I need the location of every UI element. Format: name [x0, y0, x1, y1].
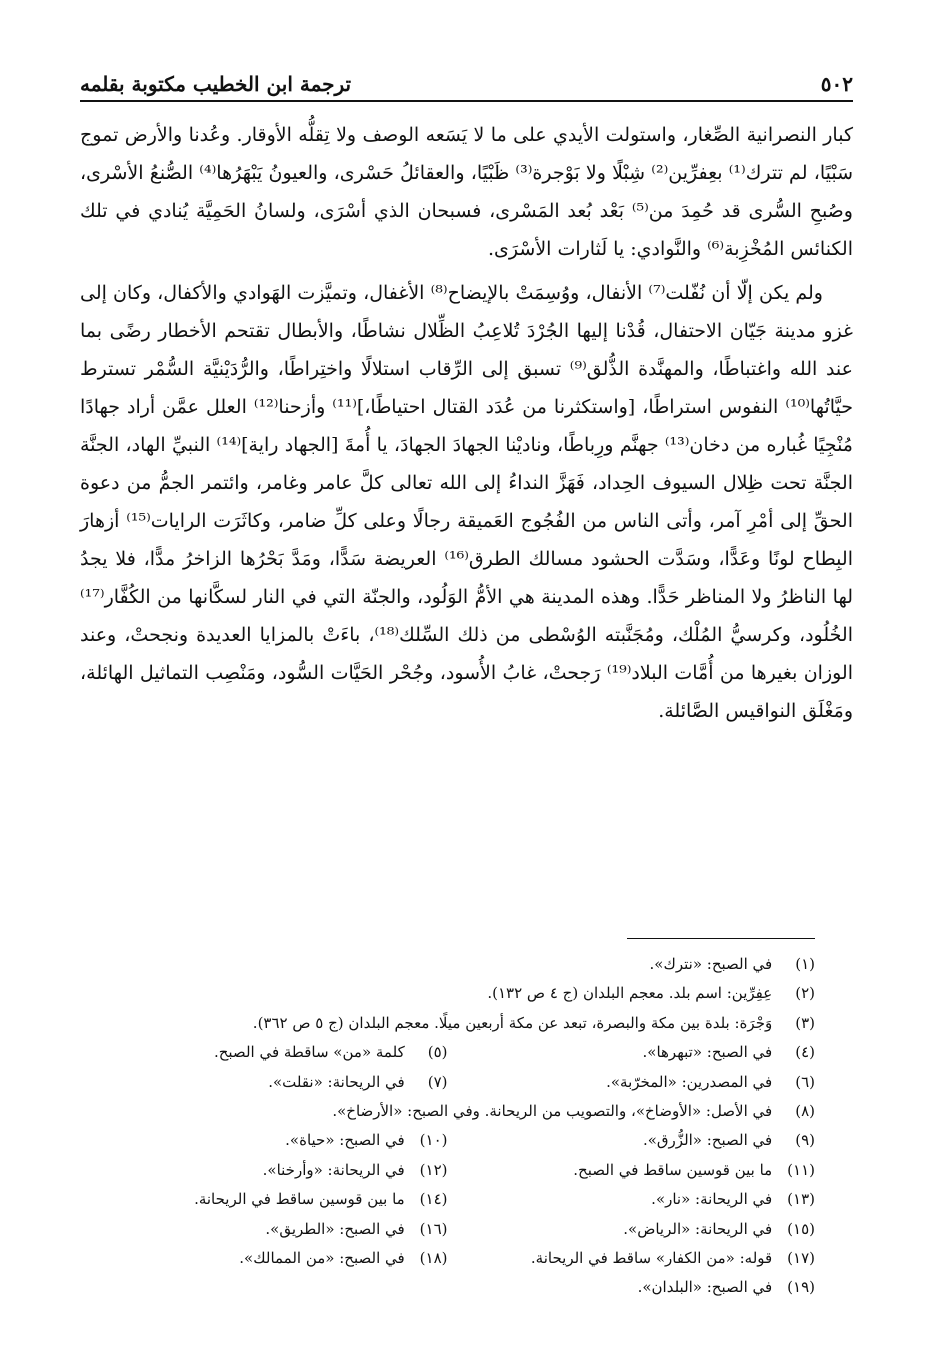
footnote-row [80, 1156, 815, 1185]
footnote-text: كلمة «من» ساقطة في الصبح. [213, 1043, 405, 1062]
page-number: ٥٠٢ [820, 72, 853, 96]
footnote-number: (٣) [795, 1013, 815, 1032]
footnote-2 [80, 979, 815, 1008]
footnote-number: (٥) [427, 1043, 448, 1062]
footnote-row [80, 1126, 815, 1155]
running-header [80, 62, 853, 96]
footnote-text: في الريحانة: «الرياض». [623, 1219, 773, 1238]
footnote-number: (٨) [795, 1101, 815, 1120]
footnote-text: في الصبح: «من الممالك». [239, 1248, 405, 1267]
footnote-number: (١٣) [787, 1190, 815, 1209]
footnote-text: في الريحانة: «نقلت». [268, 1072, 405, 1091]
footnote-text: ما بين قوسين ساقط في الصبح. [573, 1160, 773, 1179]
footnote-16 [80, 1215, 448, 1244]
footnotes [80, 950, 815, 1303]
footnote-text: في الصبح: «حياة». [285, 1131, 405, 1150]
footnote-4 [448, 1038, 816, 1067]
footnote-5 [80, 1038, 448, 1067]
footnote-text: في الصبح: «تبهرها». [642, 1043, 773, 1062]
footnote-18 [80, 1244, 448, 1273]
footnote-text: قوله: «من الكفار» ساقط في الريحانة. [530, 1248, 773, 1267]
footnote-text: ما بين قوسين ساقط في الريحانة. [194, 1190, 405, 1209]
paragraph-2: ولم يكن إلّا أن نُفّلت⁽⁷⁾ الأنفال، ووُسِمَتْ بالإيضاح⁽⁸⁾ الأغفال، وتميَّزت الهَوادي والأكفال، وكان إلى غزو مدينة جَيّان الاحتفال، قُدْنا إليها الجُرْدَ تُلاعِبُ الظِّلال نشاطًا، والأبطال تقتحم الأخطار رضًى بما عند الله واغتباطًا، والمهنَّدة الذُّلق⁽⁹⁾ تسبق إلى الرِّقاب استلالًا واختِراطًا، والرُّدَيْنيَّة السُّمْر تسترط حيَّاتُها⁽¹⁰⁾ النفوس استراطًا، [واستكثرنا من عُدَد القتال احتياطًا،]⁽¹¹⁾ وأزحنا⁽¹²⁾ العلل عمَّن أراد جهادًا مُنْجِيًا غُباره من دخان⁽¹³⁾ جهنَّم ورِباطًا، وناديْنا الجهادَ الجهادَ، يا أُمةَ [الجهاد راية]⁽¹⁴⁾ النبيِّ الهاد، الجنَّة الجنَّة تحت ظِلال السيوف الحِداد، فَهَزَّ النداءُ إلى الله تعالى كلَّ عامر وغامر، وائتمر الجمُّ من دعوة الحقِّ إلى أمْرِ آمر، وأتى الناس من الفُجُوج العَميقة رجالًا وعلى كلِّ ضامر، وكاثَرَت الرايات⁽¹⁵⁾ أزهارَ البِطاح لونًا وعَدًّا، وسَدَّت الحشود مسالك الطرق⁽¹⁶⁾ العريضة سَدًّا، ومَدَّ بَحْرُها الزاخرُ مدًّا، فلا يجدُ لها الناظرُ ولا المناظر حَدًّا. وهذه المدينة هي الأمُّ الوَلُود، والجنّة التي في النار لسكَّانها من الكُفَّار⁽¹⁷⁾ الخُلُود، وكرسيُّ المُلْك، ومُجَنَّبته الوُسْطى من ذلك السِّلك⁽¹⁸⁾، باءَتْ بالمزايا العديدة ونجحتْ، وعند الوزان بغيرها من أُمَّات البلاد⁽¹⁹⁾ رَجحتْ، غابُ الأُسود، وجُحْر الحَيَّات السُّود، ومَنْصِب التماثيل الهائلة، ومَغْلَق النواقيس الصَّائلة. [80, 282, 854, 722]
footnote-14 [80, 1185, 448, 1214]
footnote-number: (١١) [787, 1160, 815, 1179]
footnote-text: في الريحانة: «وأرخنا». [262, 1160, 405, 1179]
footnote-11 [448, 1156, 816, 1185]
header-rule [80, 100, 853, 102]
footnote-number: (١٨) [419, 1248, 448, 1267]
footnote-text: في الصبح: «نترك». [649, 955, 773, 973]
footnote-7 [80, 1068, 448, 1097]
footnote-number: (١٧) [787, 1248, 815, 1267]
footnote-text: في المصدرين: «المخرّبة». [606, 1072, 773, 1091]
footnote-1 [80, 950, 815, 979]
footnote-number: (١٢) [419, 1160, 448, 1179]
footnote-text: في الصبح: «الزُّرق». [642, 1131, 773, 1150]
footnote-3 [80, 1009, 815, 1038]
footnote-row [80, 1068, 815, 1097]
footnote-number: (١٦) [419, 1219, 448, 1238]
main-text [80, 116, 853, 736]
footnote-8 [80, 1097, 815, 1126]
footnote-number: (٩) [795, 1131, 815, 1150]
footnote-row [80, 1244, 815, 1273]
footnote-text: وَجْرَة: بلدة بين مكة والبصرة، تبعد عن مكة أربعين ميلًا. معجم البلدان (ج ٥ ص ٣٦٢). [252, 1013, 773, 1032]
footnote-10 [80, 1126, 448, 1155]
footnote-number: (١٠) [419, 1131, 448, 1150]
footnote-text: في الريحانة: «نار». [651, 1190, 773, 1209]
footnote-17 [448, 1244, 816, 1273]
footnote-number: (٦) [795, 1072, 815, 1091]
footnote-text: في الصبح: «الطريق». [265, 1219, 405, 1238]
footnote-text: عِفِرِّين: اسم بلد. معجم البلدان (ج ٤ ص ١٣٢). [487, 984, 773, 1003]
running-title: ترجمة ابن الخطيب مكتوبة بقلمه [80, 72, 352, 96]
footnote-number: (١٥) [787, 1219, 815, 1238]
footnote-rule [627, 938, 815, 939]
footnote-13 [448, 1185, 816, 1214]
footnote-9 [448, 1126, 816, 1155]
footnote-number: (٢) [795, 984, 815, 1003]
footnote-6 [448, 1068, 816, 1097]
footnote-number: (١) [795, 955, 815, 973]
footnote-15 [448, 1215, 816, 1244]
footnote-text: في الأصل: «الأوضاخ»، والتصويب من الريحانة. وفي الصبح: «الأرضاخ». [332, 1101, 773, 1120]
footnote-text: في الصبح: «البلدان». [637, 1278, 773, 1297]
footnote-row [80, 1038, 815, 1067]
footnote-number: (١٤) [419, 1190, 448, 1209]
footnote-19 [80, 1273, 815, 1302]
footnote-number: (٧) [427, 1072, 448, 1091]
footnote-row [80, 1215, 815, 1244]
footnote-row [80, 1185, 815, 1214]
footnote-number: (١٩) [787, 1278, 815, 1297]
footnote-number: (٤) [795, 1043, 815, 1062]
footnote-12 [80, 1156, 448, 1185]
paragraph-1: كبار النصرانية الصِّغار، واستولت الأيدي على ما لا يَسَعه الوصف ولا تِقلُّه الأوقار. وعُدنا والأرض تموج سَبْيًا، لم تترك⁽¹⁾ بعِفرِّين⁽²⁾ شِبْلًا ولا بَوْجرة⁽³⁾ ظَبْيًا، والعقائلُ حَسْرى، والعيونُ يَبْهَرُها⁽⁴⁾ الصُّنعُ الأسْرى، وصُبحِ السُّرى قد حُمِدَ من⁽⁵⁾ بَعْد بُعد المَسْرى، فسبحان الذي أسْرَى، ولسانُ الحَمِيَّة يُنادي في تلك الكنائس المُخْزِبة⁽⁶⁾ والنَّوادي: يا لَثارات الأسْرَى. [80, 124, 853, 260]
